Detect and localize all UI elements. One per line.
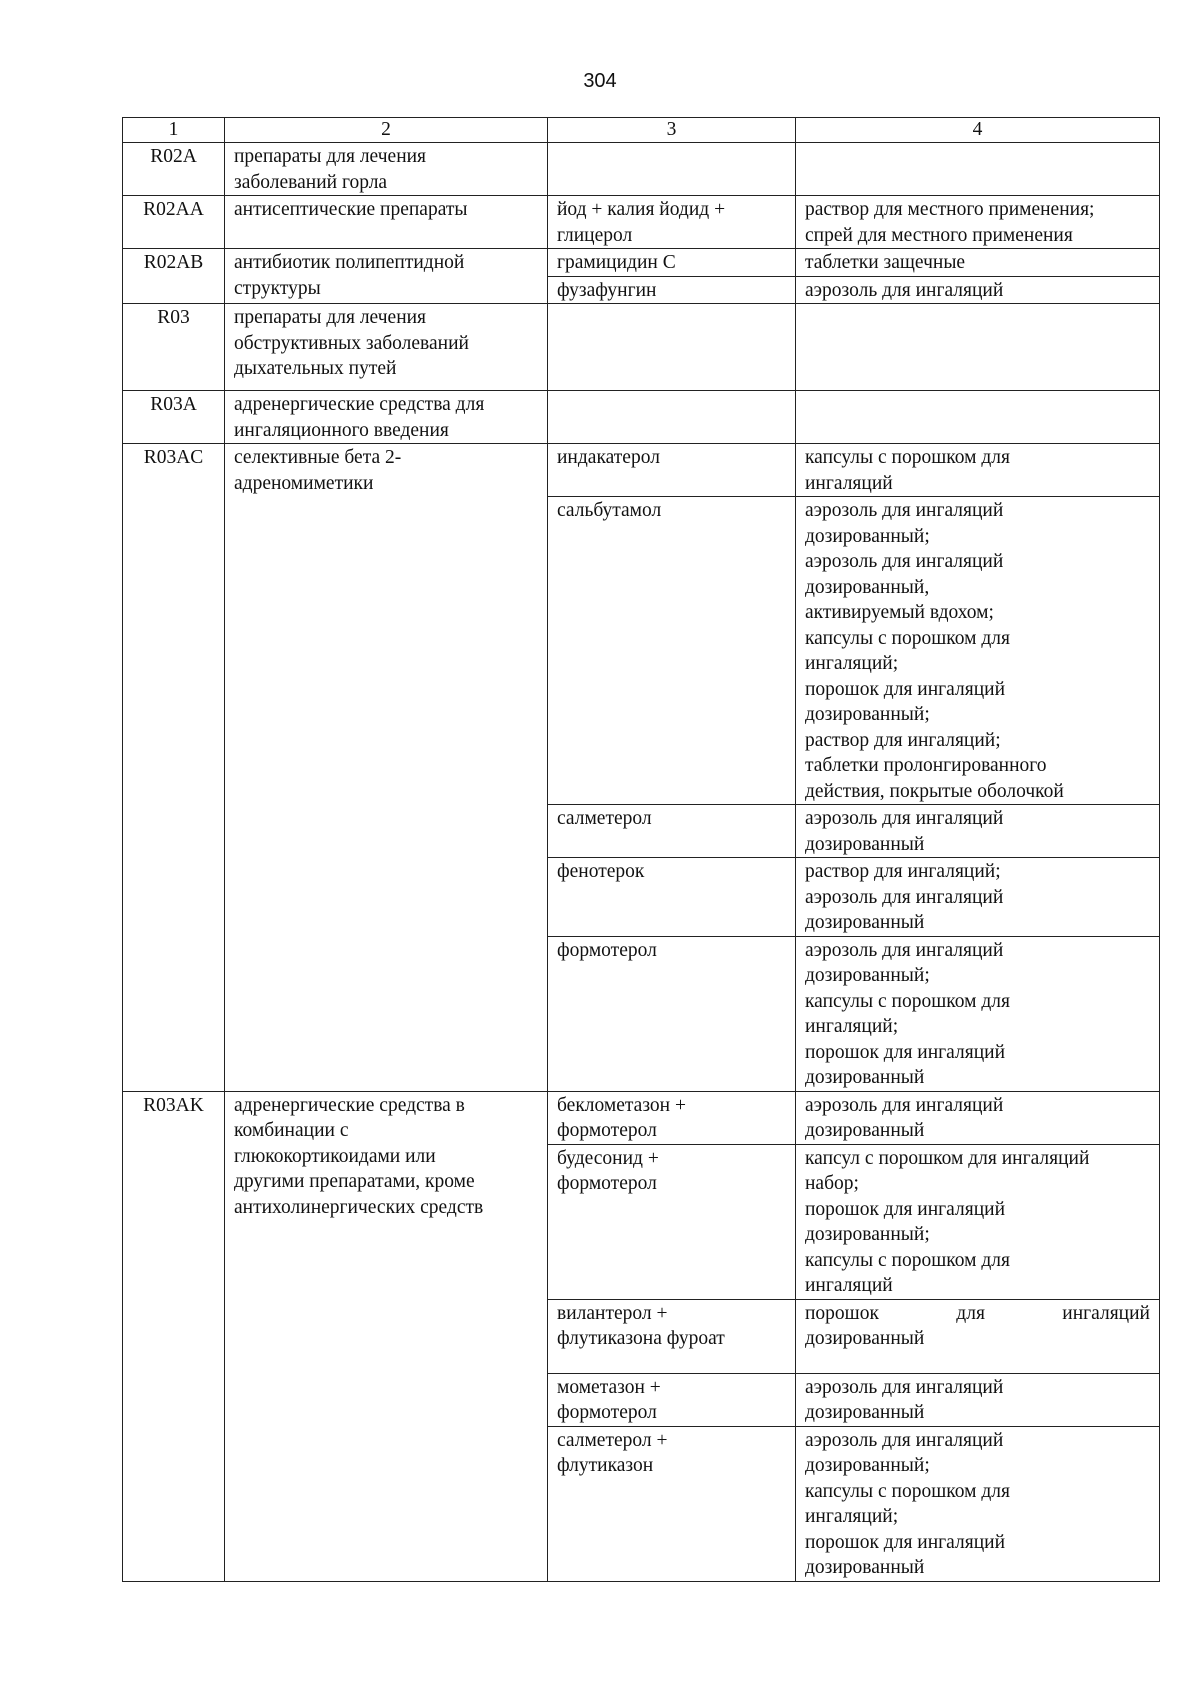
atc-code: R03AC bbox=[123, 444, 225, 1092]
drug-name: формотерол bbox=[548, 936, 796, 1091]
drug-name bbox=[548, 143, 796, 196]
drug-name: будесонид + формотерол bbox=[548, 1144, 796, 1299]
dosage-form: аэрозоль для ингаляций дозированный bbox=[796, 1091, 1160, 1144]
dosage-form: аэрозоль для ингаляций дозированный bbox=[796, 1373, 1160, 1426]
dosage-form-word: для bbox=[956, 1302, 985, 1324]
atc-code: R02AA bbox=[123, 196, 225, 249]
atc-code: R03 bbox=[123, 304, 225, 391]
drug-name: салметерол bbox=[548, 805, 796, 858]
table-header-row bbox=[123, 118, 1160, 143]
table-row bbox=[123, 143, 1160, 196]
table-row bbox=[123, 196, 1160, 249]
dosage-form-line bbox=[805, 1301, 1150, 1327]
dosage-form-word: порошок bbox=[805, 1302, 879, 1324]
group-name: антибиотик полипептидной структуры bbox=[225, 249, 548, 304]
dosage-form bbox=[796, 304, 1160, 391]
dosage-form-word: ингаляций bbox=[1062, 1302, 1150, 1324]
group-name: препараты для лечения заболеваний горла bbox=[225, 143, 548, 196]
dosage-form: раствор для ингаляций; аэрозоль для ингаляций дозированный bbox=[796, 858, 1160, 937]
dosage-form bbox=[796, 143, 1160, 196]
drug-name: мометазон + формотерол bbox=[548, 1373, 796, 1426]
atc-code: R03AK bbox=[123, 1091, 225, 1581]
dosage-form bbox=[796, 391, 1160, 444]
atc-code: R02AB bbox=[123, 249, 225, 304]
drug-name: салметерол + флутиказон bbox=[548, 1426, 796, 1581]
drug-name: йод + калия йодид + глицерол bbox=[548, 196, 796, 249]
column-header: 4 bbox=[796, 118, 1160, 143]
dosage-form-line: дозированный bbox=[805, 1328, 925, 1349]
atc-code: R02A bbox=[123, 143, 225, 196]
group-name: селективные бета 2- адреномиметики bbox=[225, 444, 548, 1092]
table-row bbox=[123, 444, 1160, 497]
drug-name: индакатерол bbox=[548, 444, 796, 497]
group-name: препараты для лечения обструктивных заболеваний дыхательных путей bbox=[225, 304, 548, 391]
dosage-form bbox=[796, 1299, 1160, 1373]
page-number: 304 bbox=[583, 70, 617, 92]
table-row bbox=[123, 1091, 1160, 1144]
drug-name: фузафунгин bbox=[548, 276, 796, 304]
group-name: антисептические препараты bbox=[225, 196, 548, 249]
drug-name: вилантерол + флутиказона фуроат bbox=[548, 1299, 796, 1373]
drug-name bbox=[548, 391, 796, 444]
table-row bbox=[123, 249, 1160, 277]
dosage-form: раствор для местного применения; спрей для местного применения bbox=[796, 196, 1160, 249]
atc-code: R03A bbox=[123, 391, 225, 444]
drug-name: беклометазон + формотерол bbox=[548, 1091, 796, 1144]
group-name: адренергические средства в комбинации с глюкокортикоидами или другими препаратами, кроме антихолинергических средств bbox=[225, 1091, 548, 1581]
group-name: адренергические средства для ингаляционного введения bbox=[225, 391, 548, 444]
drug-table bbox=[122, 117, 1160, 1582]
drug-name bbox=[548, 304, 796, 391]
dosage-form: аэрозоль для ингаляций bbox=[796, 276, 1160, 304]
dosage-form: таблетки защечные bbox=[796, 249, 1160, 277]
table-row bbox=[123, 304, 1160, 391]
drug-name: фенотерок bbox=[548, 858, 796, 937]
dosage-form: капсул с порошком для ингаляций набор; порошок для ингаляций дозированный; капсулы с порошком для ингаляций bbox=[796, 1144, 1160, 1299]
dosage-form: аэрозоль для ингаляций дозированный; аэрозоль для ингаляций дозированный, активируемый вдохом; капсулы с порошком для ингаляций; порошок для ингаляций дозированный; раствор для ингаляций; таблетки пролонгированного действия, покрытые оболочкой bbox=[796, 497, 1160, 805]
table-row bbox=[123, 391, 1160, 444]
dosage-form: аэрозоль для ингаляций дозированный; капсулы с порошком для ингаляций; порошок для ингаляций дозированный bbox=[796, 1426, 1160, 1581]
drug-name: грамицидин С bbox=[548, 249, 796, 277]
column-header: 2 bbox=[225, 118, 548, 143]
drug-name: сальбутамол bbox=[548, 497, 796, 805]
dosage-form: капсулы с порошком для ингаляций bbox=[796, 444, 1160, 497]
column-header: 1 bbox=[123, 118, 225, 143]
column-header: 3 bbox=[548, 118, 796, 143]
dosage-form: аэрозоль для ингаляций дозированный bbox=[796, 805, 1160, 858]
dosage-form: аэрозоль для ингаляций дозированный; капсулы с порошком для ингаляций; порошок для ингаляций дозированный bbox=[796, 936, 1160, 1091]
